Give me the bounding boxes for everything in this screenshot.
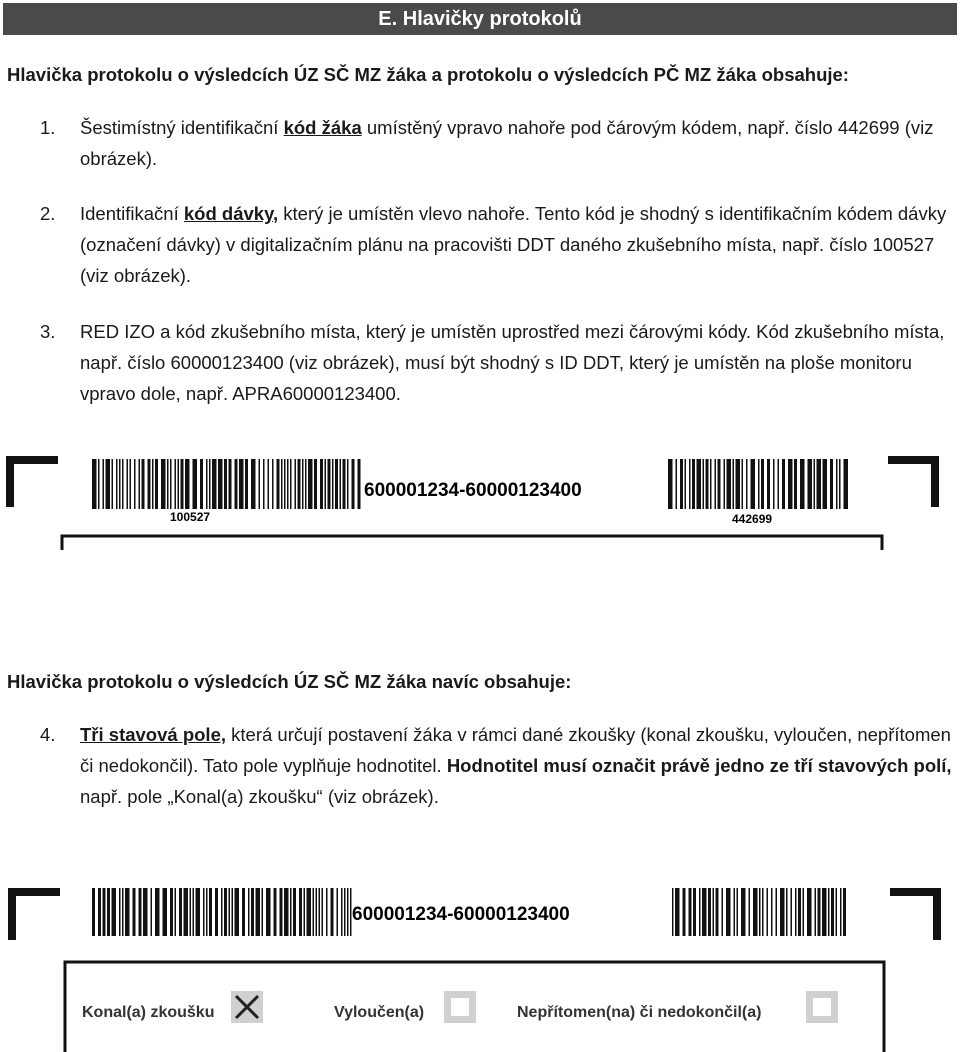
center-code: 600001234-60000123400 — [352, 904, 570, 925]
header-figure-1 — [0, 452, 960, 552]
barcode-right — [672, 888, 846, 936]
barcode-left — [92, 888, 352, 936]
item-text: která určují postavení žáka v rámci dané zkoušky (konal zkoušku, vyloučen, nepřítomen či nedokončil). Tato pole vyplňuje hodnotitel. — [80, 724, 951, 776]
heading-additional: Hlavička protokolu o výsledcích ÚZ SČ MZ žáka navíc obsahuje: — [7, 671, 572, 692]
heading-protocol-header: Hlavička protokolu o výsledcích ÚZ SČ MZ žáka a protokolu o výsledcích PČ MZ žáka obsahuje: — [7, 64, 849, 85]
item-text: umístěný vpravo nahoře pod čárovým kódem, např. číslo 442699 (viz obrázek). — [80, 117, 934, 169]
item-text: Identifikační — [80, 203, 184, 224]
list-item-4 — [40, 719, 952, 812]
corner-mark-right — [890, 892, 937, 940]
section-title: E. Hlavičky protokolů — [3, 3, 957, 35]
student-code: 442699 — [732, 512, 773, 526]
checkbox-inner — [813, 998, 831, 1016]
frame-line — [62, 536, 882, 550]
item-bold: Hodnotitel musí označit právě jedno ze tří stavových polí, — [446, 755, 952, 776]
barcode-left — [92, 459, 361, 509]
status-label: Nepřítomen(na) či nedokončil(a) — [517, 1004, 762, 1021]
center-code: 600001234-60000123400 — [364, 480, 582, 501]
item-text: Šestimístný identifikační — [80, 117, 284, 138]
item-emphasis: kód dávky, — [183, 203, 279, 224]
status-field-excluded[interactable] — [334, 991, 476, 1023]
barcode-right — [668, 459, 848, 509]
status-label: Konal(a) zkoušku — [82, 1004, 215, 1021]
status-field-completed[interactable] — [82, 991, 263, 1023]
list-item-1 — [40, 112, 952, 174]
item-text: RED IZO a kód zkušebního místa, který je umístěn uprostřed mezi čárovými kódy. Kód zkušebního místa, např. číslo 60000123400 (viz obrázek), musí být shodný s ID DDT, který je umístěn na ploše monitoru vpravo dole, např. APRA60000123400. — [80, 321, 945, 404]
item-emphasis: Tři stavová pole, — [80, 724, 226, 745]
list-number: 1. — [40, 117, 56, 138]
list-number: 2. — [40, 203, 56, 224]
item-text: který je umístěn vlevo nahoře. Tento kód je shodný s identifikačním kódem dávky (označení dávky) v digitalizačním plánu na pracovišti DDT daného zkušebního místa, např. číslo 100527 (viz obrázek). — [80, 203, 947, 286]
list-item-3 — [40, 316, 952, 409]
list-number: 4. — [40, 724, 56, 745]
list-item-2 — [40, 198, 952, 291]
batch-code: 100527 — [170, 510, 211, 524]
status-field-absent[interactable] — [517, 991, 838, 1023]
corner-mark-right — [888, 460, 935, 507]
item-text: např. pole „Konal(a) zkoušku“ (viz obrázek). — [80, 786, 439, 807]
corner-mark-left — [10, 460, 58, 507]
item-emphasis: kód žáka — [283, 117, 362, 138]
status-label: Vyloučen(a) — [334, 1004, 425, 1021]
checkbox-inner — [451, 998, 469, 1016]
list-number: 3. — [40, 321, 56, 342]
header-figure-2 — [0, 884, 960, 1052]
corner-mark-left — [12, 892, 60, 940]
